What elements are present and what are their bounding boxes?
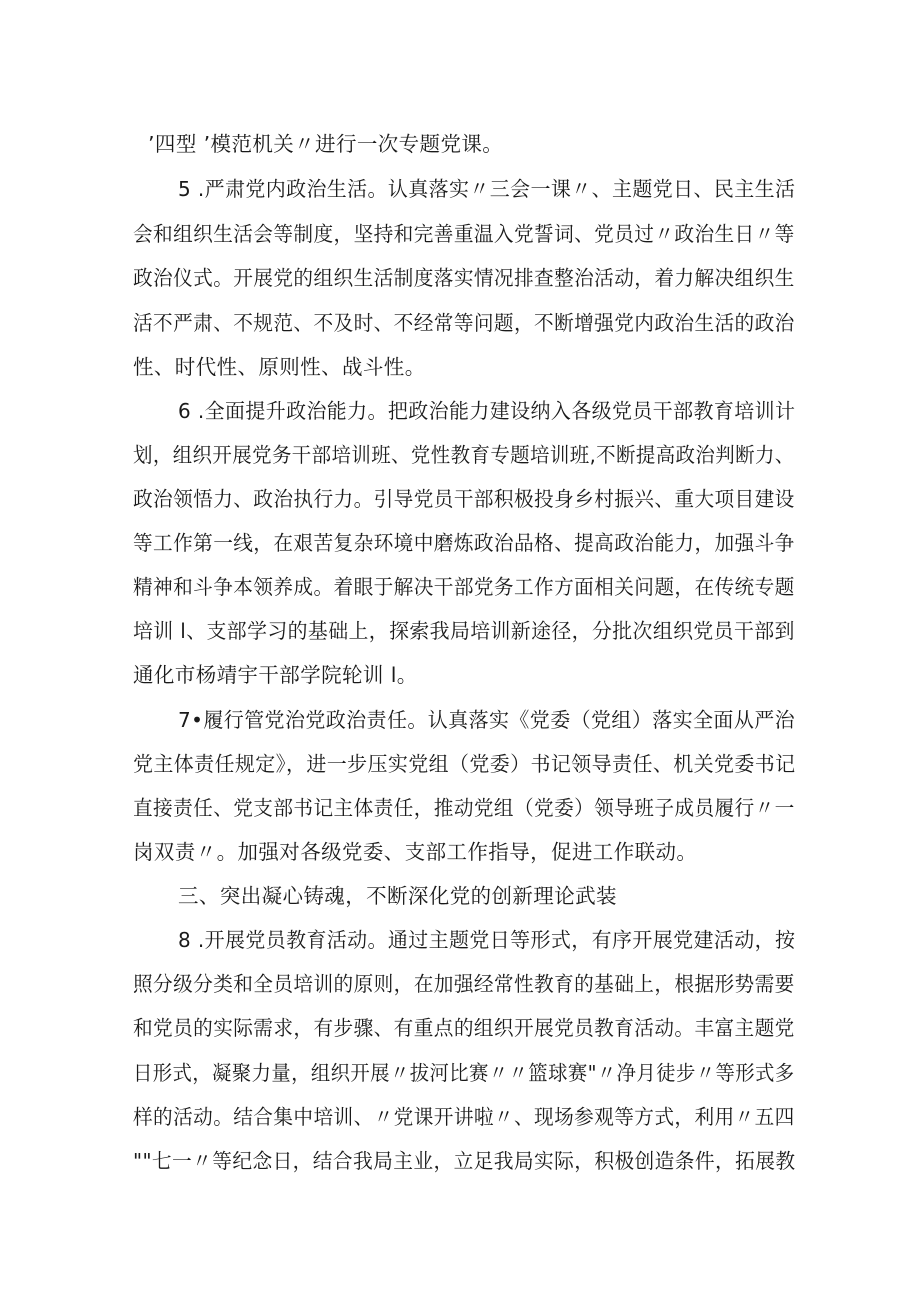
paragraph-5-heading: 5 .严肃党内政治生活。认真落实〃三会一课〃、主题党日、民主生活 [178, 177, 796, 201]
text-line: ""七一〃等纪念日，结合我局主业，立足我局实际，积极创造条件，拓展教 [133, 1149, 796, 1173]
text-line: 照分级分类和全员培训的原则，在加强经常性教育的基础上，根据形势需要 [133, 972, 795, 996]
text-line: 通化市杨靖宇干部学院轮训 l。 [133, 663, 418, 687]
text-line: 性、时代性、原则性、战斗性。 [133, 355, 426, 379]
text-line: 和党员的实际需求，有步骤、有重点的组织开展党员教育活动。丰富主题党 [133, 1016, 795, 1040]
text-line: 党主体责任规定》，进一步压实党组（党委）书记领导责任、机关党委书记 [133, 752, 796, 776]
text-line: 政治仪式。开展党的组织生活制度落实情况排查整治活动，着力解决组织生 [133, 266, 795, 290]
text-line: 样的活动。结合集中培训、〃党课开讲啦〃、现场参观等方式，利用〃五四 [133, 1105, 795, 1129]
text-line: 直接责任、党支部书记主体责任，推动党组（党委）领导班子成员履行〃一 [133, 796, 795, 820]
section-heading: 三、突出凝心铸魂，不断深化党的创新理论武装 [178, 884, 617, 908]
text-line: 政治领悟力、政治执行力。引导党员干部积极投身乡村振兴、重大项目建设 [133, 487, 795, 511]
text-line: 培训 l、支部学习的基础上，探索我局培训新途径，分批次组织党员干部到 [133, 619, 795, 643]
paragraph-6-heading: 6 .全面提升政治能力。把政治能力建设纳入各级党员干部教育培训计 [178, 399, 796, 423]
text-line: 活不严肃、不规范、不及时、不经常等问题，不断增强党内政治生活的政治 [133, 311, 795, 335]
paragraph-8-heading: 8 .开展党员教育活动。通过主题党日等形式，有序开展党建活动，按 [178, 928, 796, 952]
text-line: 精神和斗争本领养成。着眼于解决干部党务工作方面相关问题，在传统专题 [133, 575, 795, 599]
text-line: 等工作第一线，在艰苦复杂环境中磨炼政治品格、提高政治能力，加强斗争 [133, 531, 795, 555]
text-line: 岗双责〃。加强对各级党委、支部工作指导，促进工作联动。 [133, 840, 698, 864]
text-line: 会和组织生活会等制度，坚持和完善重温入党誓词、党员过〃政治生日〃等 [133, 222, 795, 246]
paragraph-7-heading: 7•履行管党治党政治责任。认真落实《党委（党组）落实全面从严治 [178, 708, 796, 732]
text-line: ’四型 ’模范机关〃进行一次专题党课。 [148, 132, 504, 156]
text-line: 划，组织开展党务干部培训班、党性教育专题培训班,不断提高政治判断力、 [133, 443, 795, 467]
text-line: 日形式，凝聚力量，组织开展〃拔河比赛〃〃篮球赛"〃净月徒步〃等形式多 [133, 1061, 795, 1085]
